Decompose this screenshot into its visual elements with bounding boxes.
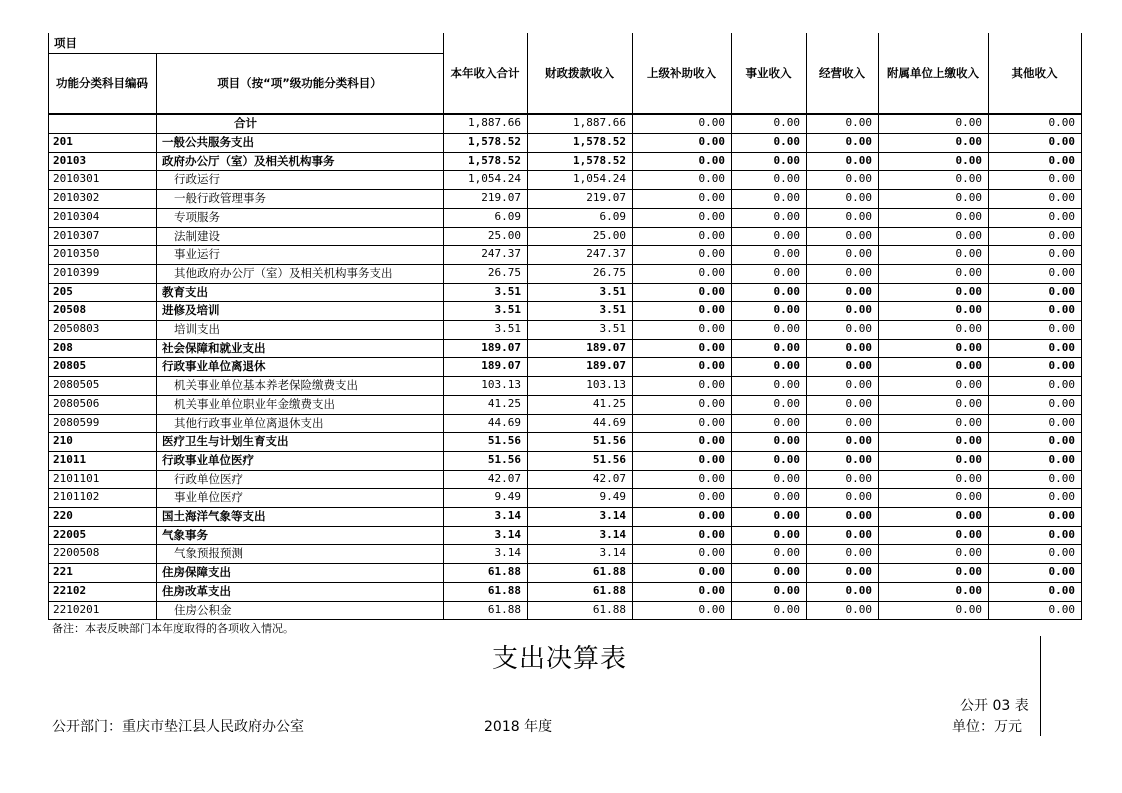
row-value: 3.14 <box>599 546 626 560</box>
row-value: 0.00 <box>955 191 982 205</box>
row-value: 0.00 <box>1048 303 1075 317</box>
project-header: 项目 <box>54 36 77 50</box>
row-value: 51.56 <box>592 434 626 448</box>
row-value: 0.00 <box>698 546 725 560</box>
total-value: 0.00 <box>845 116 872 129</box>
row-value: 0.00 <box>698 247 725 261</box>
row-value: 0.00 <box>1048 509 1075 522</box>
row-value: 0.00 <box>845 452 872 466</box>
row-value: 0.00 <box>698 209 725 223</box>
row-value: 51.56 <box>592 452 626 466</box>
row-value: 0.00 <box>773 265 800 279</box>
row-value: 0.00 <box>955 172 982 186</box>
row-value: 1,578.52 <box>468 153 521 167</box>
row-value: 42.07 <box>487 471 521 485</box>
row-value: 0.00 <box>955 490 982 504</box>
total-value: 0.00 <box>1048 116 1075 129</box>
row-name: 行政运行 <box>174 172 220 187</box>
row-value: 0.00 <box>1048 265 1075 279</box>
row-value: 0.00 <box>773 490 800 504</box>
row-value: 0.00 <box>773 565 800 579</box>
row-value: 0.00 <box>773 247 800 261</box>
row-value: 0.00 <box>845 509 872 522</box>
row-value: 0.00 <box>845 191 872 205</box>
row-code: 21011 <box>53 452 87 466</box>
row-name: 培训支出 <box>174 322 220 336</box>
header-fiscal-appropriation: 财政拨款收入 <box>545 66 614 80</box>
row-value: 0.00 <box>1048 602 1075 616</box>
grid-line <box>1081 33 1082 619</box>
row-value: 0.00 <box>1048 378 1075 392</box>
unit-label: 单位：万元 <box>952 719 1022 735</box>
row-value: 0.00 <box>1048 471 1075 485</box>
row-value: 0.00 <box>845 209 872 223</box>
row-value: 26.75 <box>487 265 521 279</box>
row-code: 2101101 <box>53 471 100 485</box>
row-value: 0.00 <box>773 527 800 541</box>
row-value: 0.00 <box>845 247 872 261</box>
row-value: 0.00 <box>955 303 982 317</box>
row-value: 0.00 <box>773 191 800 205</box>
row-value: 0.00 <box>698 602 725 616</box>
row-name: 法制建设 <box>174 228 220 243</box>
total-value: 1,887.66 <box>573 116 626 129</box>
row-value: 0.00 <box>955 359 982 373</box>
row-value: 0.00 <box>773 546 800 560</box>
next-table-title: 支出决算表 <box>492 644 628 674</box>
row-name: 其他行政事业单位离退休支出 <box>174 415 324 430</box>
row-value: 189.07 <box>586 340 626 354</box>
row-value: 0.00 <box>955 340 982 354</box>
row-code: 2080506 <box>53 396 100 410</box>
row-value: 1,054.24 <box>573 172 626 186</box>
row-value: 189.07 <box>586 359 626 373</box>
row-code: 201 <box>53 135 73 148</box>
row-value: 0.00 <box>955 583 982 597</box>
row-value: 51.56 <box>487 452 521 466</box>
row-code: 2200508 <box>53 546 100 560</box>
row-value: 0.00 <box>955 452 982 466</box>
row-value: 0.00 <box>773 172 800 186</box>
row-value: 0.00 <box>773 434 800 448</box>
row-value: 3.51 <box>599 284 626 298</box>
row-value: 0.00 <box>698 303 725 317</box>
row-value: 3.51 <box>494 322 521 335</box>
row-value: 0.00 <box>955 322 982 335</box>
row-value: 0.00 <box>955 509 982 522</box>
row-value: 0.00 <box>773 415 800 429</box>
row-value: 0.00 <box>1048 359 1075 373</box>
row-value: 0.00 <box>845 602 872 616</box>
row-value: 0.00 <box>955 565 982 579</box>
row-value: 0.00 <box>698 396 725 410</box>
fiscal-year: 2018 年度 <box>484 719 553 735</box>
row-value: 0.00 <box>955 247 982 261</box>
row-value: 25.00 <box>487 228 521 242</box>
row-value: 0.00 <box>845 153 872 167</box>
row-name: 事业单位医疗 <box>174 490 243 505</box>
row-code: 2010301 <box>53 172 100 186</box>
row-value: 0.00 <box>773 340 800 354</box>
row-value: 0.00 <box>698 509 725 522</box>
row-value: 0.00 <box>1048 565 1075 579</box>
header-business-income: 事业收入 <box>745 66 792 80</box>
row-value: 0.00 <box>955 228 982 242</box>
row-value: 0.00 <box>698 359 725 373</box>
row-value: 0.00 <box>698 471 725 485</box>
row-code: 2010350 <box>53 247 100 261</box>
code-column-header: 功能分类科目编码 <box>56 76 148 90</box>
row-value: 0.00 <box>845 284 872 298</box>
row-value: 0.00 <box>773 583 800 597</box>
row-value: 189.07 <box>481 340 521 354</box>
row-value: 9.49 <box>494 490 521 504</box>
row-value: 0.00 <box>845 303 872 317</box>
row-value: 0.00 <box>955 378 982 392</box>
row-value: 0.00 <box>773 359 800 373</box>
row-value: 3.14 <box>494 546 521 560</box>
row-value: 0.00 <box>845 434 872 448</box>
row-value: 1,578.52 <box>573 153 626 167</box>
total-value: 0.00 <box>955 116 982 129</box>
row-value: 0.00 <box>1048 415 1075 429</box>
row-value: 1,578.52 <box>468 135 521 148</box>
row-code: 20508 <box>53 303 87 317</box>
row-value: 0.00 <box>845 135 872 148</box>
row-value: 0.00 <box>845 546 872 560</box>
row-value: 0.00 <box>698 322 725 335</box>
row-code: 2050803 <box>53 322 100 335</box>
row-value: 0.00 <box>698 583 725 597</box>
row-value: 0.00 <box>698 172 725 186</box>
row-value: 0.00 <box>845 471 872 485</box>
row-value: 0.00 <box>773 602 800 616</box>
row-name: 政府办公厅（室）及相关机构事务 <box>162 153 335 168</box>
row-value: 0.00 <box>845 378 872 392</box>
row-value: 26.75 <box>592 265 626 279</box>
row-name: 进修及培训 <box>162 303 220 318</box>
row-code: 22102 <box>53 583 87 597</box>
row-value: 51.56 <box>487 434 521 448</box>
row-value: 0.00 <box>698 228 725 242</box>
row-code: 221 <box>53 565 73 579</box>
row-value: 0.00 <box>845 490 872 504</box>
header-total-income: 本年收入合计 <box>450 66 520 80</box>
row-value: 42.07 <box>592 471 626 485</box>
row-value: 44.69 <box>592 415 626 429</box>
row-value: 0.00 <box>845 565 872 579</box>
row-value: 0.00 <box>1048 135 1075 148</box>
row-value: 61.88 <box>592 565 626 579</box>
row-value: 0.00 <box>773 396 800 410</box>
header-superior-subsidy: 上级补助收入 <box>647 66 716 80</box>
row-value: 0.00 <box>845 265 872 279</box>
row-name: 国土海洋气象等支出 <box>162 509 266 523</box>
row-value: 247.37 <box>481 247 521 261</box>
row-value: 219.07 <box>481 191 521 205</box>
row-name: 气象事务 <box>162 527 208 542</box>
row-value: 103.13 <box>586 378 626 392</box>
row-value: 0.00 <box>698 434 725 448</box>
row-code: 205 <box>53 284 73 298</box>
row-value: 0.00 <box>698 265 725 279</box>
row-value: 44.69 <box>487 415 521 429</box>
row-name: 其他政府办公厅（室）及相关机构事务支出 <box>174 265 393 280</box>
row-value: 3.51 <box>494 303 521 317</box>
row-value: 0.00 <box>845 228 872 242</box>
row-value: 3.14 <box>494 509 521 522</box>
row-value: 0.00 <box>955 209 982 223</box>
row-value: 0.00 <box>955 434 982 448</box>
row-value: 0.00 <box>773 209 800 223</box>
row-code: 2010307 <box>53 228 100 242</box>
row-name: 机关事业单位基本养老保险缴费支出 <box>174 378 358 393</box>
row-name: 医疗卫生与计划生育支出 <box>162 434 289 449</box>
row-value: 3.14 <box>599 509 626 522</box>
row-name: 事业运行 <box>174 247 220 262</box>
row-value: 3.51 <box>494 284 521 298</box>
row-value: 1,054.24 <box>468 172 521 186</box>
row-code: 2010302 <box>53 191 100 205</box>
row-name: 行政单位医疗 <box>174 471 243 486</box>
row-value: 0.00 <box>845 322 872 335</box>
table-number: 公开 03 表 <box>960 698 1029 714</box>
row-value: 0.00 <box>1048 322 1075 335</box>
header-other-income: 其他收入 <box>1011 66 1058 80</box>
row-value: 0.00 <box>1048 284 1075 298</box>
row-value: 0.00 <box>773 153 800 167</box>
row-value: 0.00 <box>1048 396 1075 410</box>
header-operating-income: 经营收入 <box>819 66 865 80</box>
row-value: 0.00 <box>1048 172 1075 186</box>
row-value: 0.00 <box>845 340 872 354</box>
next-table-border <box>1040 636 1041 736</box>
row-name: 专项服务 <box>174 209 220 224</box>
row-value: 0.00 <box>773 228 800 242</box>
row-value: 3.51 <box>599 303 626 317</box>
name-column-header: 项目（按“项”级功能分类科目） <box>217 76 382 90</box>
row-value: 0.00 <box>698 565 725 579</box>
row-value: 0.00 <box>1048 340 1075 354</box>
row-value: 0.00 <box>845 583 872 597</box>
row-value: 0.00 <box>1048 247 1075 261</box>
department: 公开部门：重庆市垫江县人民政府办公室 <box>52 719 304 735</box>
row-value: 0.00 <box>845 172 872 186</box>
row-value: 189.07 <box>481 359 521 373</box>
row-value: 61.88 <box>487 602 521 616</box>
row-value: 219.07 <box>586 191 626 205</box>
header-affiliated-unit-income: 附属单位上缴收入 <box>887 66 979 80</box>
row-value: 0.00 <box>1048 527 1075 541</box>
row-value: 6.09 <box>494 209 521 223</box>
row-value: 0.00 <box>698 415 725 429</box>
row-code: 2210201 <box>53 602 100 616</box>
row-code: 2080505 <box>53 378 100 392</box>
row-value: 0.00 <box>698 191 725 205</box>
row-value: 0.00 <box>845 527 872 541</box>
row-code: 20805 <box>53 359 87 373</box>
row-value: 0.00 <box>773 303 800 317</box>
row-value: 0.00 <box>955 284 982 298</box>
row-value: 0.00 <box>698 340 725 354</box>
row-code: 22005 <box>53 527 87 541</box>
row-name: 一般公共服务支出 <box>162 135 254 149</box>
total-label: 合计 <box>234 116 257 130</box>
row-value: 0.00 <box>1048 191 1075 205</box>
row-value: 0.00 <box>955 265 982 279</box>
row-value: 0.00 <box>955 153 982 167</box>
row-value: 0.00 <box>698 527 725 541</box>
row-value: 9.49 <box>599 490 626 504</box>
row-name: 住房改革支出 <box>162 583 231 598</box>
row-value: 0.00 <box>955 415 982 429</box>
row-value: 0.00 <box>955 546 982 560</box>
row-value: 0.00 <box>1048 228 1075 242</box>
row-value: 41.25 <box>592 396 626 410</box>
total-value: 1,887.66 <box>468 116 521 129</box>
row-code: 2010304 <box>53 209 100 223</box>
row-code: 20103 <box>53 153 87 167</box>
row-value: 0.00 <box>698 153 725 167</box>
row-value: 247.37 <box>586 247 626 261</box>
row-name: 一般行政管理事务 <box>174 191 266 206</box>
row-value: 0.00 <box>698 490 725 504</box>
row-value: 0.00 <box>845 396 872 410</box>
row-value: 6.09 <box>599 209 626 223</box>
row-value: 0.00 <box>955 135 982 148</box>
row-value: 0.00 <box>773 471 800 485</box>
row-value: 0.00 <box>773 284 800 298</box>
row-name: 行政事业单位离退休 <box>162 359 266 374</box>
row-name: 教育支出 <box>162 284 208 299</box>
row-value: 61.88 <box>487 565 521 579</box>
row-value: 0.00 <box>698 378 725 392</box>
row-name: 气象预报预测 <box>174 546 243 561</box>
row-value: 0.00 <box>773 452 800 466</box>
row-value: 25.00 <box>592 228 626 242</box>
row-name: 机关事业单位职业年金缴费支出 <box>174 396 335 411</box>
row-value: 0.00 <box>1048 434 1075 448</box>
row-value: 61.88 <box>592 583 626 597</box>
row-value: 0.00 <box>698 284 725 298</box>
row-value: 0.00 <box>1048 490 1075 504</box>
row-name: 住房保障支出 <box>162 565 231 580</box>
row-code: 2080599 <box>53 415 100 429</box>
row-value: 3.14 <box>599 527 626 541</box>
row-value: 3.14 <box>494 527 521 541</box>
row-value: 0.00 <box>845 415 872 429</box>
row-value: 0.00 <box>698 452 725 466</box>
row-value: 0.00 <box>955 602 982 616</box>
row-name: 住房公积金 <box>174 602 232 617</box>
row-value: 61.88 <box>487 583 521 597</box>
row-value: 0.00 <box>1048 546 1075 560</box>
table-note: 备注：本表反映部门本年度取得的各项收入情况。 <box>52 622 294 635</box>
row-value: 1,578.52 <box>573 135 626 148</box>
row-value: 41.25 <box>487 396 521 410</box>
row-code: 220 <box>53 509 73 522</box>
row-value: 0.00 <box>1048 583 1075 597</box>
row-value: 0.00 <box>1048 153 1075 167</box>
row-value: 0.00 <box>773 322 800 335</box>
row-name: 行政事业单位医疗 <box>162 452 254 467</box>
row-value: 61.88 <box>592 602 626 616</box>
row-value: 0.00 <box>1048 209 1075 223</box>
row-value: 0.00 <box>698 135 725 148</box>
row-value: 0.00 <box>773 378 800 392</box>
row-value: 0.00 <box>773 135 800 148</box>
row-value: 0.00 <box>845 359 872 373</box>
row-code: 210 <box>53 434 73 448</box>
row-code: 208 <box>53 340 73 354</box>
row-value: 0.00 <box>955 471 982 485</box>
row-value: 103.13 <box>481 378 521 392</box>
row-name: 社会保障和就业支出 <box>162 340 266 355</box>
row-value: 0.00 <box>773 509 800 522</box>
row-value: 3.51 <box>599 322 626 335</box>
row-value: 0.00 <box>955 396 982 410</box>
total-value: 0.00 <box>773 116 800 129</box>
total-value: 0.00 <box>698 116 725 129</box>
row-value: 0.00 <box>955 527 982 541</box>
row-code: 2010399 <box>53 265 100 279</box>
row-code: 2101102 <box>53 490 100 504</box>
row-value: 0.00 <box>1048 452 1075 466</box>
